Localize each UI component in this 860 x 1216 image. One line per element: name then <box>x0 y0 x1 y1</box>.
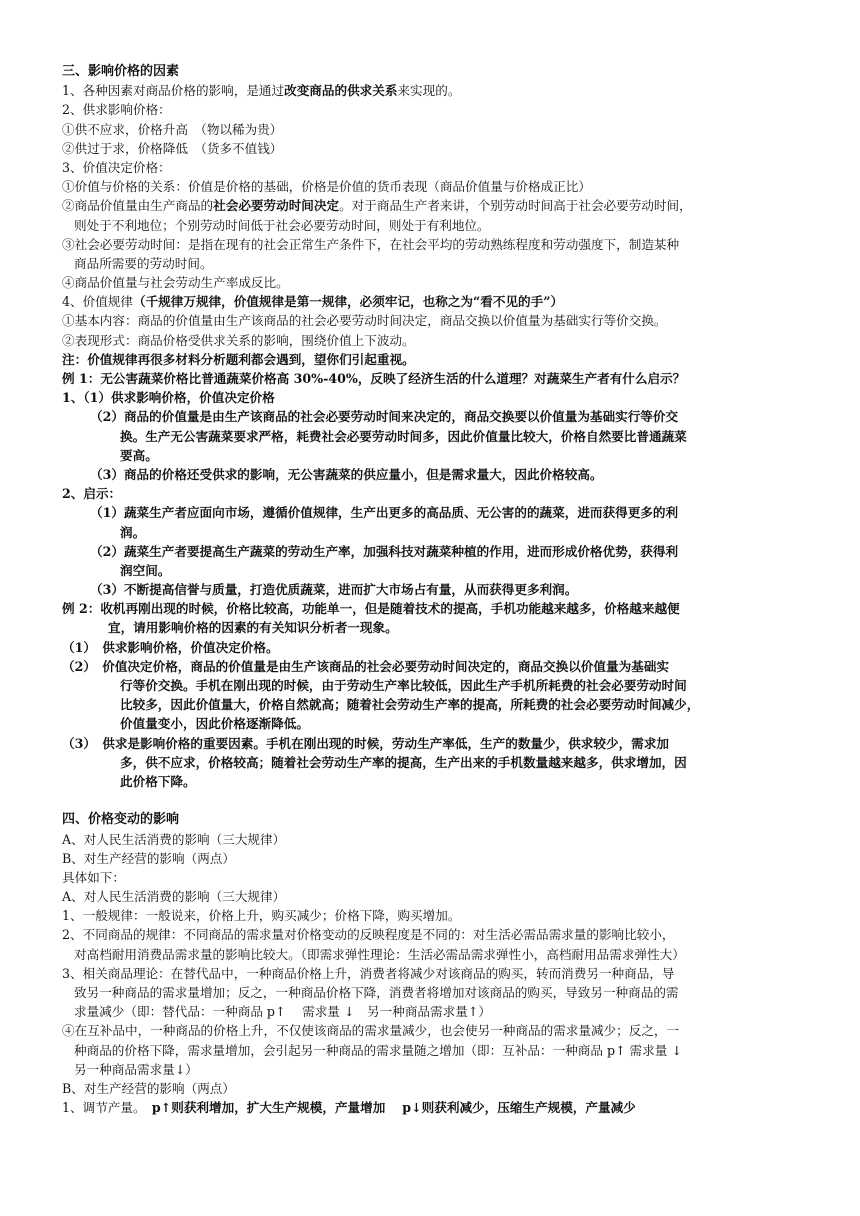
bold-text: 社会必要劳动时间决定 <box>213 198 340 214</box>
paragraph-line: ②供过于求，价格降低 （货多不值钱） <box>62 140 283 156</box>
paragraph-line: 求量减少（即：替代品：一种商品 p↑ 需求量 ↓ 另一种商品需求量↑） <box>74 1004 491 1020</box>
document-page <box>62 62 807 1117</box>
answer-line: 润空间。 <box>120 562 171 578</box>
example-2-question: 宜，请用影响价格的因素的有关知识分析者一现象。 <box>108 620 398 636</box>
text: 4、价值规律 <box>62 294 133 310</box>
paragraph-line: ④在互补品中，一种商品的价格上升，不仅使该商品的需求量减少，也会使另一种商品的需求量减少；反之，一 <box>62 1023 680 1039</box>
example-1-question: 例 1：无公害蔬菜价格比普通蔬菜价格高 30%-40%，反映了经济生活的什么道理？对蔬菜生产者有什么启示？ <box>62 371 686 386</box>
text: 1、调节产量。 <box>62 1100 152 1116</box>
example-2-question: 例 2：收机再刚出现的时候，价格比较高，功能单一，但是随着技术的提高，手机功能越来越多，价格越来越便 <box>62 601 680 617</box>
paragraph-line: 对高档耐用消费品需求量的影响比较大。（即需求弹性理论：生活必需品需求弹性小，高档耐用品需求弹性大） <box>74 946 685 962</box>
answer-line: 行等价交换。手机在刚出现的时候，由于劳动生产率比较低，因此生产手机所耗费的社会必要劳动时间 <box>120 678 687 693</box>
text: 。对于商品生产者来讲，个别劳动时间高于社会必要劳动时间， <box>339 198 692 214</box>
section-title-price-factors: 三、影响价格的因素 <box>62 64 180 79</box>
paragraph-line: ①价值与价格的关系：价值是价格的基础，价格是价值的货币表现（商品价值量与价格成正比） <box>62 179 591 195</box>
answer-line: 1、（1）供求影响价格，价值决定价格 <box>62 390 275 406</box>
paragraph-line: A、对人民生活消费的影响（三大规律） <box>62 831 286 847</box>
paragraph-line: 则处于不利地位；个别劳动时间低于社会必要劳动时间，则处于有利地位。 <box>74 217 490 233</box>
answer-line: （3）不断提高信誉与质量，打造优质蔬菜，进而扩大市场占有量，从而获得更多利润。 <box>90 582 578 598</box>
paragraph-line: 3、价值决定价格： <box>62 159 171 175</box>
text: 来实现的。 <box>397 83 461 99</box>
paragraph-line <box>62 1098 807 1117</box>
paragraph-line: 2、不同商品的规律：不同商品的需求量对价格变动的反映程度是不同的：对生活必需品需求量的影响比较小， <box>62 927 675 943</box>
answer-line: 润。 <box>120 524 146 540</box>
answer-line: 比较多，因此价值量大，价格自然就高；随着社会劳动生产率的提高，所耗费的社会必要劳动时间减少， <box>120 697 700 713</box>
paragraph-line: ③社会必要劳动时间：是指在现有的社会正常生产条件下，在社会平均的劳动熟练程度和劳动强度下，制造某种 <box>62 236 680 252</box>
text: 1、各种因素对商品价格的影响，是通过 <box>62 83 285 99</box>
paragraph-line: ①供不应求，价格升高 （物以稀为贵） <box>62 121 283 137</box>
answer-line: 此价格下降。 <box>120 773 196 789</box>
bold-text: p↑则获利增加，扩大生产规模，产量增加 p↓则获利减少，压缩生产规模，产量减少 <box>151 1100 636 1116</box>
paragraph-line: 商品所需要的劳动时间。 <box>74 255 213 271</box>
paragraph-line: 3、相关商品理论：在替代品中，一种商品价格上升，消费者将减少对该商品的购买，转而消费另一种商品，导 <box>62 965 675 981</box>
paragraph-line: ①基本内容：商品的价值量由生产该商品的社会必要劳动时间决定，商品交换以价值量为基础实行等价交换。 <box>62 313 667 329</box>
text: ②商品价值量由生产商品的 <box>62 198 214 214</box>
answer-line: 多，供不应求，价格较高；随着社会劳动生产率的提高，生产出来的手机数量越来越多，供求增加，因 <box>120 754 687 770</box>
answer-line: （1） 供求影响价格，价值决定价格。 <box>62 639 279 655</box>
paragraph-line: B、对生产经营的影响（两点） <box>62 1080 235 1096</box>
paragraph-line: ④商品价值量与社会劳动生产率成反比。 <box>62 275 289 291</box>
paragraph-line: B、对生产经营的影响（两点） <box>62 850 235 866</box>
paragraph-line <box>62 292 807 311</box>
paragraph-line: 另一种商品需求量↓） <box>74 1061 198 1077</box>
answer-line: 价值量变小，因此价格逐渐降低。 <box>120 716 309 732</box>
paragraph-line <box>62 81 807 100</box>
answer-line: （3） 供求是影响价格的重要因素。手机在刚出现的时候，劳动生产率低，生产的数量少，供求较少，需求加 <box>62 735 669 751</box>
bold-text: （千规律万规律，价值规律是第一规律，必须牢记，也称之为“看不见的手”） <box>132 294 564 310</box>
blank-line <box>62 791 807 810</box>
section-title-price-change-effects: 四、价格变动的影响 <box>62 812 180 828</box>
paragraph-line: 致另一种商品的需求量增加；反之，一种商品价格下降，消费者将增加对该商品的购买，导致另一种商品的需 <box>74 985 679 1000</box>
paragraph-line: 种商品的价格下降，需求量增加，会引起另一种商品的需求量随之增加（即：互补品：一种商品 p↑ 需求量 ↓ <box>74 1042 682 1058</box>
answer-line: （3）商品的价格还受供求的影响，无公害蔬菜的供应量小，但是需求量大，因此价格较高。 <box>90 466 603 482</box>
paragraph-line <box>62 196 807 215</box>
answer-line: （2）商品的价值量是由生产该商品的社会必要劳动时间来决定的，商品交换要以价值量为基础实行等价交 <box>90 409 679 425</box>
answer-line: （2） 价值决定价格，商品的价值量是由生产该商品的社会必要劳动时间决定的，商品交换以价值量为基础实 <box>62 658 669 674</box>
answer-line: 要高。 <box>120 447 158 463</box>
paragraph-line: 1、一般规律：一般说来，价格上升，购买减少；价格下降，购买增加。 <box>62 908 461 924</box>
answer-line: （1）蔬菜生产者应面向市场，遵循价值规律，生产出更多的高品质、无公害的的蔬菜，进而获得更多的利 <box>90 505 679 521</box>
paragraph-line: A、对人民生活消费的影响（三大规律） <box>62 889 286 905</box>
answer-line: 换。生产无公害蔬菜要求严格，耗费社会必要劳动时间多，因此价值量比较大，价格自然要比普通蔬菜 <box>120 428 687 444</box>
paragraph-line: ②表现形式：商品价格受供求关系的影响，围绕价值上下波动。 <box>62 332 415 348</box>
answer-line: （2）蔬菜生产者要提高生产蔬菜的劳动生产率，加强科技对蔬菜种植的作用，进而形成价格优势，获得利 <box>90 543 679 559</box>
bold-text: 改变商品的供求关系 <box>284 83 398 99</box>
paragraph-line: 具体如下： <box>62 869 125 885</box>
paragraph-line: 2、供求影响价格： <box>62 102 171 118</box>
note-line: 注：价值规律再很多材料分析题利都会遇到，望你们引起重视。 <box>62 351 415 367</box>
answer-line: 2、启示： <box>62 486 122 502</box>
